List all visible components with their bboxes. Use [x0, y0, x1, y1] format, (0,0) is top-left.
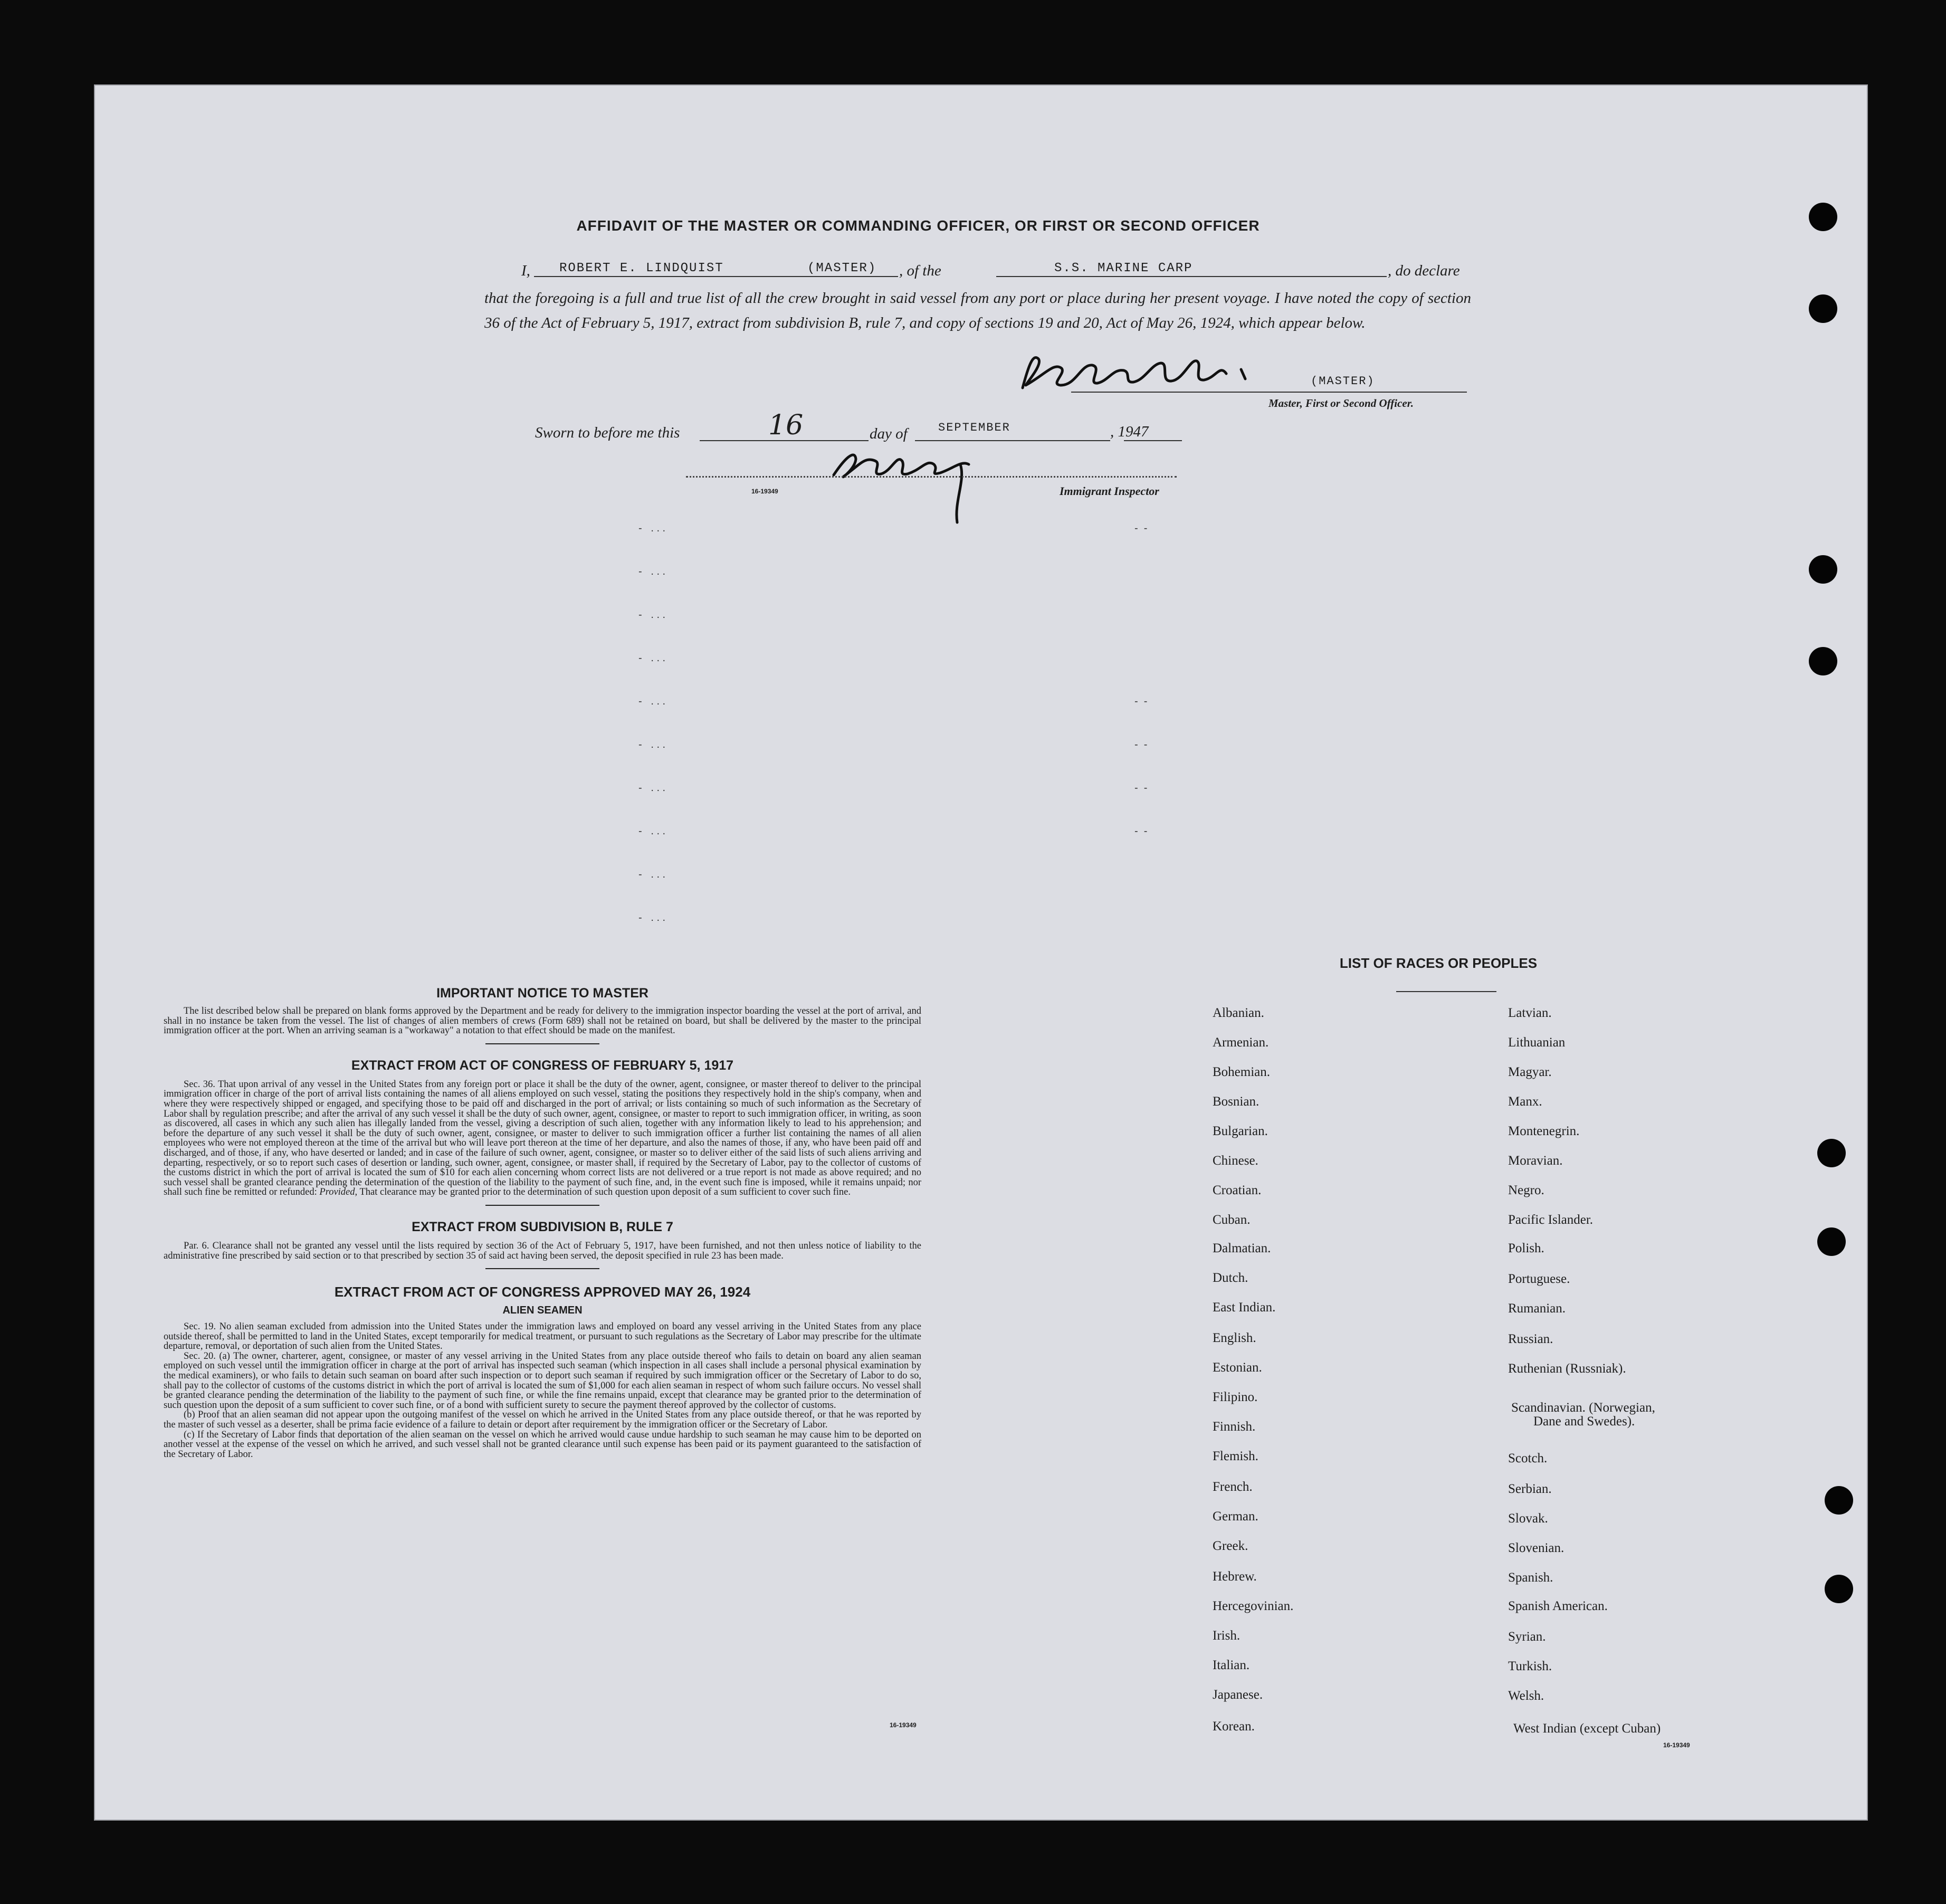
sec19-text: Sec. 19. No alien seaman excluded from admission into the United States under the immigration laws and employed on board any vessel arriving in the United States from any place outside thereof, shall be permitted to land in the United States, except temporarily for medical treatment, or pursuant to such regulations as the Secretary of Labor may prescribe for the ultimate departure, removal, or deportation of such alien from the United States.	[164, 1321, 921, 1352]
proviso-text: That clearance may be granted prior to the determination of such question upon deposit of a sum sufficient to cover such fine.	[359, 1187, 851, 1198]
race-item: Dalmatian.	[1213, 1241, 1271, 1255]
race-item: Filipino.	[1213, 1390, 1258, 1404]
race-item: West Indian (except Cuban)	[1513, 1721, 1661, 1736]
race-item: Scotch.	[1508, 1451, 1548, 1465]
race-item: Negro.	[1508, 1183, 1544, 1197]
dash-marks: - - - - - - - - - -	[1134, 522, 1148, 837]
do-declare-label: , do declare	[1388, 262, 1460, 279]
punch-hole	[1809, 555, 1837, 584]
race-item: Armenian.	[1213, 1035, 1269, 1050]
race-item: Russian.	[1508, 1332, 1553, 1346]
race-item: Syrian.	[1508, 1630, 1546, 1644]
sworn-month: SEPTEMBER	[938, 421, 1010, 434]
race-item: Finnish.	[1213, 1420, 1256, 1434]
race-item: Greek.	[1213, 1539, 1248, 1553]
punch-hole	[1825, 1575, 1853, 1603]
extract-rule7-title: EXTRACT FROM SUBDIVISION B, RULE 7	[412, 1219, 673, 1234]
inspector-caption: Immigrant Inspector	[1060, 484, 1159, 498]
race-item: Chinese.	[1213, 1154, 1258, 1168]
extract-1917-text	[164, 1080, 921, 1197]
race-item: Croatian.	[1213, 1183, 1262, 1197]
race-item: German.	[1213, 1509, 1258, 1524]
race-item: Montenegrin.	[1508, 1124, 1580, 1138]
race-item: Flemish.	[1213, 1449, 1258, 1463]
punch-hole	[1817, 1227, 1846, 1256]
race-item: Portuguese.	[1508, 1272, 1570, 1286]
race-item: Dane and Swedes).	[1533, 1414, 1635, 1429]
punch-hole	[1809, 203, 1837, 231]
divider	[485, 1043, 599, 1044]
race-item: Pacific Islander.	[1508, 1213, 1594, 1227]
race-item: Albanian.	[1213, 1006, 1264, 1020]
extract-rule7-text: Par. 6. Clearance shall not be granted any vessel until the lists required by section 36 of the Act of February 5, 1917, have been furnished, and not then unless notice of liability to the administrative fine prescribed by said section or to that prescribed by section 35 of said act having been served, the deposit specified in rule 23 has been made.	[164, 1240, 921, 1261]
race-item: Scandinavian. (Norwegian,	[1511, 1401, 1655, 1415]
extract-1917-body: Sec. 36. That upon arrival of any vessel in the United States from any foreign port or place it shall be the duty of the owner, agent, consignee, or master thereof to deliver to the principal immigration officer in charge of the port of arrival lists containing the names of all aliens employed on such vessel, stating the positions they respectively hold in the ship's company, when and where they were respectively shipped or engaged, and specifying those to be paid off and discharged in the port of arrival; or lists containing so much of such information as the Secretary of Labor shall by regulation prescribe; and after the arrival of any such vessel it shall be the duty of such owner, agent, consignee, or master to report to such immigration officer, in writing, as soon as discovered, all cases in which any such alien has illegally landed from the vessel, giving a description of such alien, together with any information likely to lead to his apprehension; and before the departure of any such vessel it shall be the duty of such owner, agent, consignee, or master to deliver to such immigration officer a further list containing the names of all alien employees who were not employed thereon at the time of the arrival but who will leave port thereon at the time of her departure, and also the names of those, if any, who have been paid off and discharged, and of those, if any, who have deserted or landed; and in case of the failure of such owner, agent, consignee, or master so to deliver either of the said lists of such aliens arriving and departing, respectively, or so to report such cases of desertion or landing, such owner, agent, consignee, or master shall, if required by the Secretary of Labor, pay to the collector of customs of the customs district in which the port of arrival is located the sum of $10 for each alien concerning whom correct lists are not delivered or a true report is not made as above required; and no such vessel shall be granted clearance pending the determination of the question of the liability to the payment of such fine, and, in the event such fine is imposed, while it remains unpaid; nor shall such fine be remitted or refunded:	[164, 1079, 921, 1198]
sec20b-text: (b) Proof that an alien seaman did not appear upon the outgoing manifest of the vessel on which he arrived in the United States from any place outside thereof, or that he was reported by the master of such vessel as a deserter, shall be prima facie evidence of a failure to detain or deport after requirement by the immigration officer or the Secretary of Labor.	[164, 1410, 921, 1431]
race-item: Spanish American.	[1508, 1599, 1608, 1613]
race-item: Spanish.	[1508, 1570, 1553, 1585]
form-number-top: 16-19349	[751, 488, 778, 495]
proviso-label: Provided,	[319, 1187, 358, 1198]
signature-rank: (MASTER)	[1311, 375, 1375, 388]
race-item: English.	[1213, 1331, 1256, 1345]
race-item: Irish.	[1213, 1629, 1241, 1643]
of-the-label: , of the	[899, 262, 941, 279]
extract-1924-title: EXTRACT FROM ACT OF CONGRESS APPROVED MAY 26, 1924	[334, 1284, 751, 1300]
form-number-notice: 16-19349	[890, 1721, 917, 1729]
inspector-signature	[823, 443, 992, 528]
race-item: Italian.	[1213, 1658, 1250, 1672]
declaration-paragraph: that the foregoing is a full and true list of all the crew brought in said vessel from any port or place during her present voyage. I have noted the copy of section 36 of the Act of February 5, 1917, extract from subdivision B, rule 7, and copy of sections 19 and 20, Act of May 26, 1924, which appear below.	[484, 290, 1471, 331]
declaration-line	[484, 260, 1471, 281]
sec20a-text: Sec. 20. (a) The owner, charterer, agent, consignee, or master of any vessel arriving in the United States from any place outside thereof who fails to detain on board any alien seaman employed on such vessel until the immigration officer in charge at the port of arrival has inspected such seaman (which inspection in all cases shall include a personal physical examination by the medical examiners), or who fails to detain such seaman on board after such inspection or to deport such seaman if required by such immigration officer or the Secretary of Labor to do so, shall pay to the collector of customs of the customs district in which the port of arrival is located the sum of $1,000 for each alien seaman in respect of whom such failure occurs. No vessel shall be granted clearance pending the determination of the liability to the payment of such fine, or while the fine remains unpaid, except that clearance may be granted prior to the determination of such question upon the deposit of a sum sufficient to cover such fine, or of a bond with sufficient surety to secure the payment thereof approved by the collector of customs.	[164, 1350, 921, 1411]
dash-marks: - . . . - . . . - . . . - . . . - . . . - . . . - . . . - . . . - . . . - . . .	[638, 522, 666, 924]
race-item: Turkish.	[1508, 1659, 1552, 1673]
race-item: East Indian.	[1213, 1300, 1276, 1315]
race-item: Serbian.	[1508, 1482, 1552, 1496]
race-item: Korean.	[1213, 1719, 1255, 1734]
race-item: Cuban.	[1213, 1213, 1251, 1227]
race-item: Welsh.	[1508, 1689, 1544, 1703]
sworn-year	[1110, 423, 1149, 441]
extract-1924-subtitle: ALIEN SEAMEN	[502, 1305, 583, 1317]
race-item: Magyar.	[1508, 1065, 1552, 1079]
signature-line	[1071, 392, 1467, 393]
signature-caption: Master, First or Second Officer.	[1268, 397, 1414, 410]
extract-1917-title: EXTRACT FROM ACT OF CONGRESS OF FEBRUARY 5, 1917	[351, 1058, 734, 1073]
race-item: Slovak.	[1508, 1511, 1548, 1526]
master-name: ROBERT E. LINDQUIST	[559, 261, 724, 275]
race-item: Lithuanian	[1508, 1035, 1566, 1050]
master-rank: (MASTER)	[807, 261, 877, 275]
notice-text: The list described below shall be prepared on blank forms approved by the Department and be ready for delivery to the immigration inspector boarding the vessel at the port of arrival, and shall in no instance be taken from the vessel. The list of changes of alien members of crews (Form 689) shall not be retained on board, but shall be delivered by the master to the principal immigration officer at the port. When an arriving seaman is a "workaway" a notation to that effect should be made on the manifest.	[164, 1006, 921, 1036]
affidavit-title: AFFIDAVIT OF THE MASTER OR COMMANDING OFFICER, OR FIRST OR SECOND OFFICER	[576, 217, 1260, 234]
notice-section	[164, 986, 921, 1459]
race-item: Latvian.	[1508, 1006, 1552, 1020]
form-page	[94, 84, 1868, 1821]
race-item: Estonian.	[1213, 1360, 1262, 1375]
race-item: Hercegovinian.	[1213, 1599, 1294, 1613]
inspector-line	[686, 476, 1177, 478]
race-item: Manx.	[1508, 1094, 1542, 1109]
sec20c-text: (c) If the Secretary of Labor finds that deportation of the alien seaman on the vessel on which he arrived would cause undue hardship to such seaman he may cause him to be deported on another vessel at the expense of the vessel on which he arrived, and such vessel shall not be granted clearance until such expense has been paid or its payment guaranteed to the satisfaction of the Secretary of Labor.	[164, 1429, 921, 1460]
race-item: Dutch.	[1213, 1271, 1248, 1285]
punch-hole	[1817, 1139, 1846, 1167]
races-title: LIST OF RACES OR PEOPLES	[1339, 955, 1538, 971]
year-prefix: , 19	[1110, 423, 1133, 440]
year-suffix: 47	[1133, 423, 1149, 440]
prefix-i: I,	[521, 262, 530, 279]
race-item: Bohemian.	[1213, 1065, 1271, 1079]
race-item: Japanese.	[1213, 1688, 1263, 1702]
day-of-label: day of	[870, 425, 908, 442]
punch-hole	[1809, 647, 1837, 675]
race-item: French.	[1213, 1480, 1253, 1494]
vessel-name: S.S. MARINE CARP	[1054, 261, 1193, 275]
race-item: Slovenian.	[1508, 1541, 1565, 1555]
race-item: Hebrew.	[1213, 1569, 1257, 1584]
sworn-label: Sworn to before me this	[535, 424, 680, 441]
race-item: Ruthenian (Russniak).	[1508, 1362, 1626, 1376]
sworn-day: 16	[768, 410, 804, 441]
race-item: Rumanian.	[1508, 1301, 1566, 1316]
punch-hole	[1809, 294, 1837, 323]
punch-hole	[1825, 1486, 1853, 1515]
notice-title: IMPORTANT NOTICE TO MASTER	[436, 986, 648, 1001]
divider	[485, 1205, 599, 1206]
race-item: Polish.	[1508, 1241, 1544, 1255]
race-item: Bulgarian.	[1213, 1124, 1268, 1138]
race-item: Moravian.	[1508, 1154, 1563, 1168]
divider	[485, 1268, 599, 1269]
form-number-races: 16-19349	[1663, 1741, 1690, 1749]
sworn-month-field	[915, 440, 1110, 441]
races-divider	[1396, 991, 1496, 992]
sworn-year-field	[1124, 440, 1182, 441]
race-item: Bosnian.	[1213, 1094, 1260, 1109]
